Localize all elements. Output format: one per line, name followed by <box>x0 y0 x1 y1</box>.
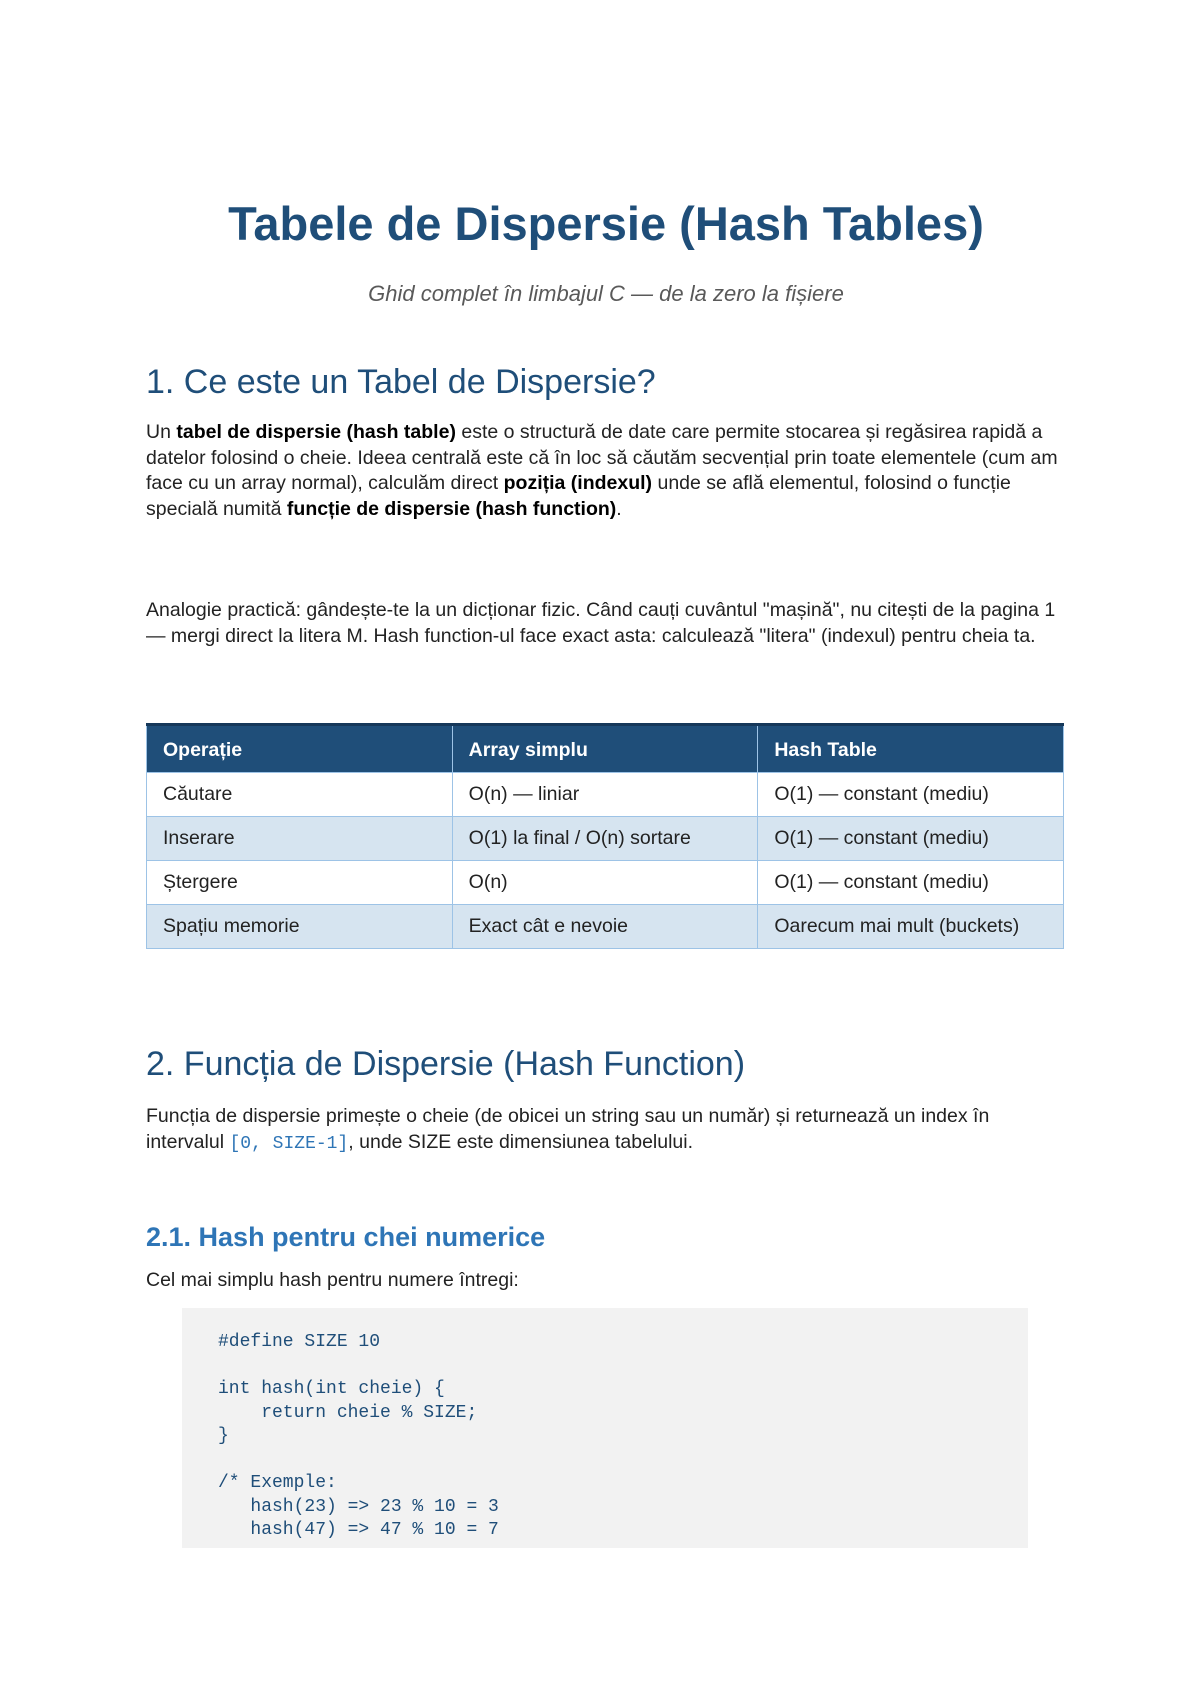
code-line: return cheie % SIZE; <box>218 1402 478 1423</box>
comparison-table <box>146 723 1064 949</box>
subsection-2-1-heading: 2.1. Hash pentru chei numerice <box>146 1222 546 1252</box>
code-content <box>218 1331 499 1543</box>
term-hash-function: funcție de dispersie (hash function) <box>286 497 617 520</box>
code-line: hash(47) => 47 % 10 = 7 <box>218 1520 499 1540</box>
code-line: hash(23) => 23 % 10 = 3 <box>218 1496 499 1517</box>
analogy-paragraph: Analogie practică: gândește-te la un dicționar fizic. Când cauți cuvântul "mașină", nu citești de la pagina 1 — mergi direct la litera M. Hash function-ul face exact asta: calculează "litera" (indexul) pentru cheia ta. <box>146 599 1056 647</box>
document-title: Tabele de Dispersie (Hash Tables) <box>228 197 984 250</box>
section-2-heading: 2. Funcția de Dispersie (Hash Function) <box>146 1045 746 1083</box>
section-1-heading: 1. Ce este un Tabel de Dispersie? <box>146 363 656 401</box>
table-header-cell: Array simplu <box>452 725 758 773</box>
code-line: #define SIZE 10 <box>218 1332 381 1352</box>
table-cell: O(1) la final / O(n) sortare <box>452 817 758 861</box>
table-cell: O(n) — liniar <box>452 773 758 817</box>
table-cell: Spațiu memorie <box>147 905 453 949</box>
table-cell: Exact cât e nevoie <box>452 905 758 949</box>
code-line: int hash(int cheie) { <box>218 1379 445 1399</box>
table-cell: O(n) <box>452 861 758 905</box>
code-line: } <box>218 1426 229 1446</box>
code-block <box>182 1308 1028 1548</box>
code-line <box>218 1449 499 1473</box>
code-line: /* Exemple: <box>218 1473 337 1493</box>
table-row <box>147 817 1064 861</box>
table-header-cell: Operație <box>147 725 453 773</box>
table-cell: Oarecum mai mult (buckets) <box>758 905 1064 949</box>
table-cell: Inserare <box>147 817 453 861</box>
table-cell: O(1) — constant (mediu) <box>758 773 1064 817</box>
inline-code-range: [0, SIZE-1] <box>229 1133 349 1154</box>
code-line <box>218 1355 499 1379</box>
term-position-index: poziția (indexul) <box>503 472 653 494</box>
section-1-intro-paragraph: Un tabel de dispersie (hash table) este o structură de date care permite stocarea și regăsirea rapidă a datelor folosind o cheie. Ideea centrală este că în loc să căutăm secvențial prin toate elementele (cum am face cu un array normal), calculăm direct poziția (indexul) unde se află elementul, folosind o funcție specială numită funcție de dispersie (hash function). <box>146 421 1058 520</box>
table-cell: Căutare <box>147 773 453 817</box>
section-2-intro-paragraph: Funcția de dispersie primește o cheie (de obicei un string sau un număr) și returnează un index în intervalul [0, SIZE-1], unde SIZE este dimensiunea tabelului. <box>146 1105 990 1154</box>
table-header-cell: Hash Table <box>758 725 1064 773</box>
table-cell: O(1) — constant (mediu) <box>758 817 1064 861</box>
table-row <box>147 905 1064 949</box>
table-header-row <box>147 725 1064 773</box>
term-hash-table: tabel de dispersie (hash table) <box>176 421 456 443</box>
table-cell: O(1) — constant (mediu) <box>758 861 1064 905</box>
subsection-2-1-intro: Cel mai simplu hash pentru numere întregi: <box>146 1269 519 1291</box>
table-row <box>147 861 1064 905</box>
document-subtitle: Ghid complet în limbajul C — de la zero la fișiere <box>368 281 844 306</box>
table-cell: Ștergere <box>147 861 453 905</box>
table-row <box>147 773 1064 817</box>
